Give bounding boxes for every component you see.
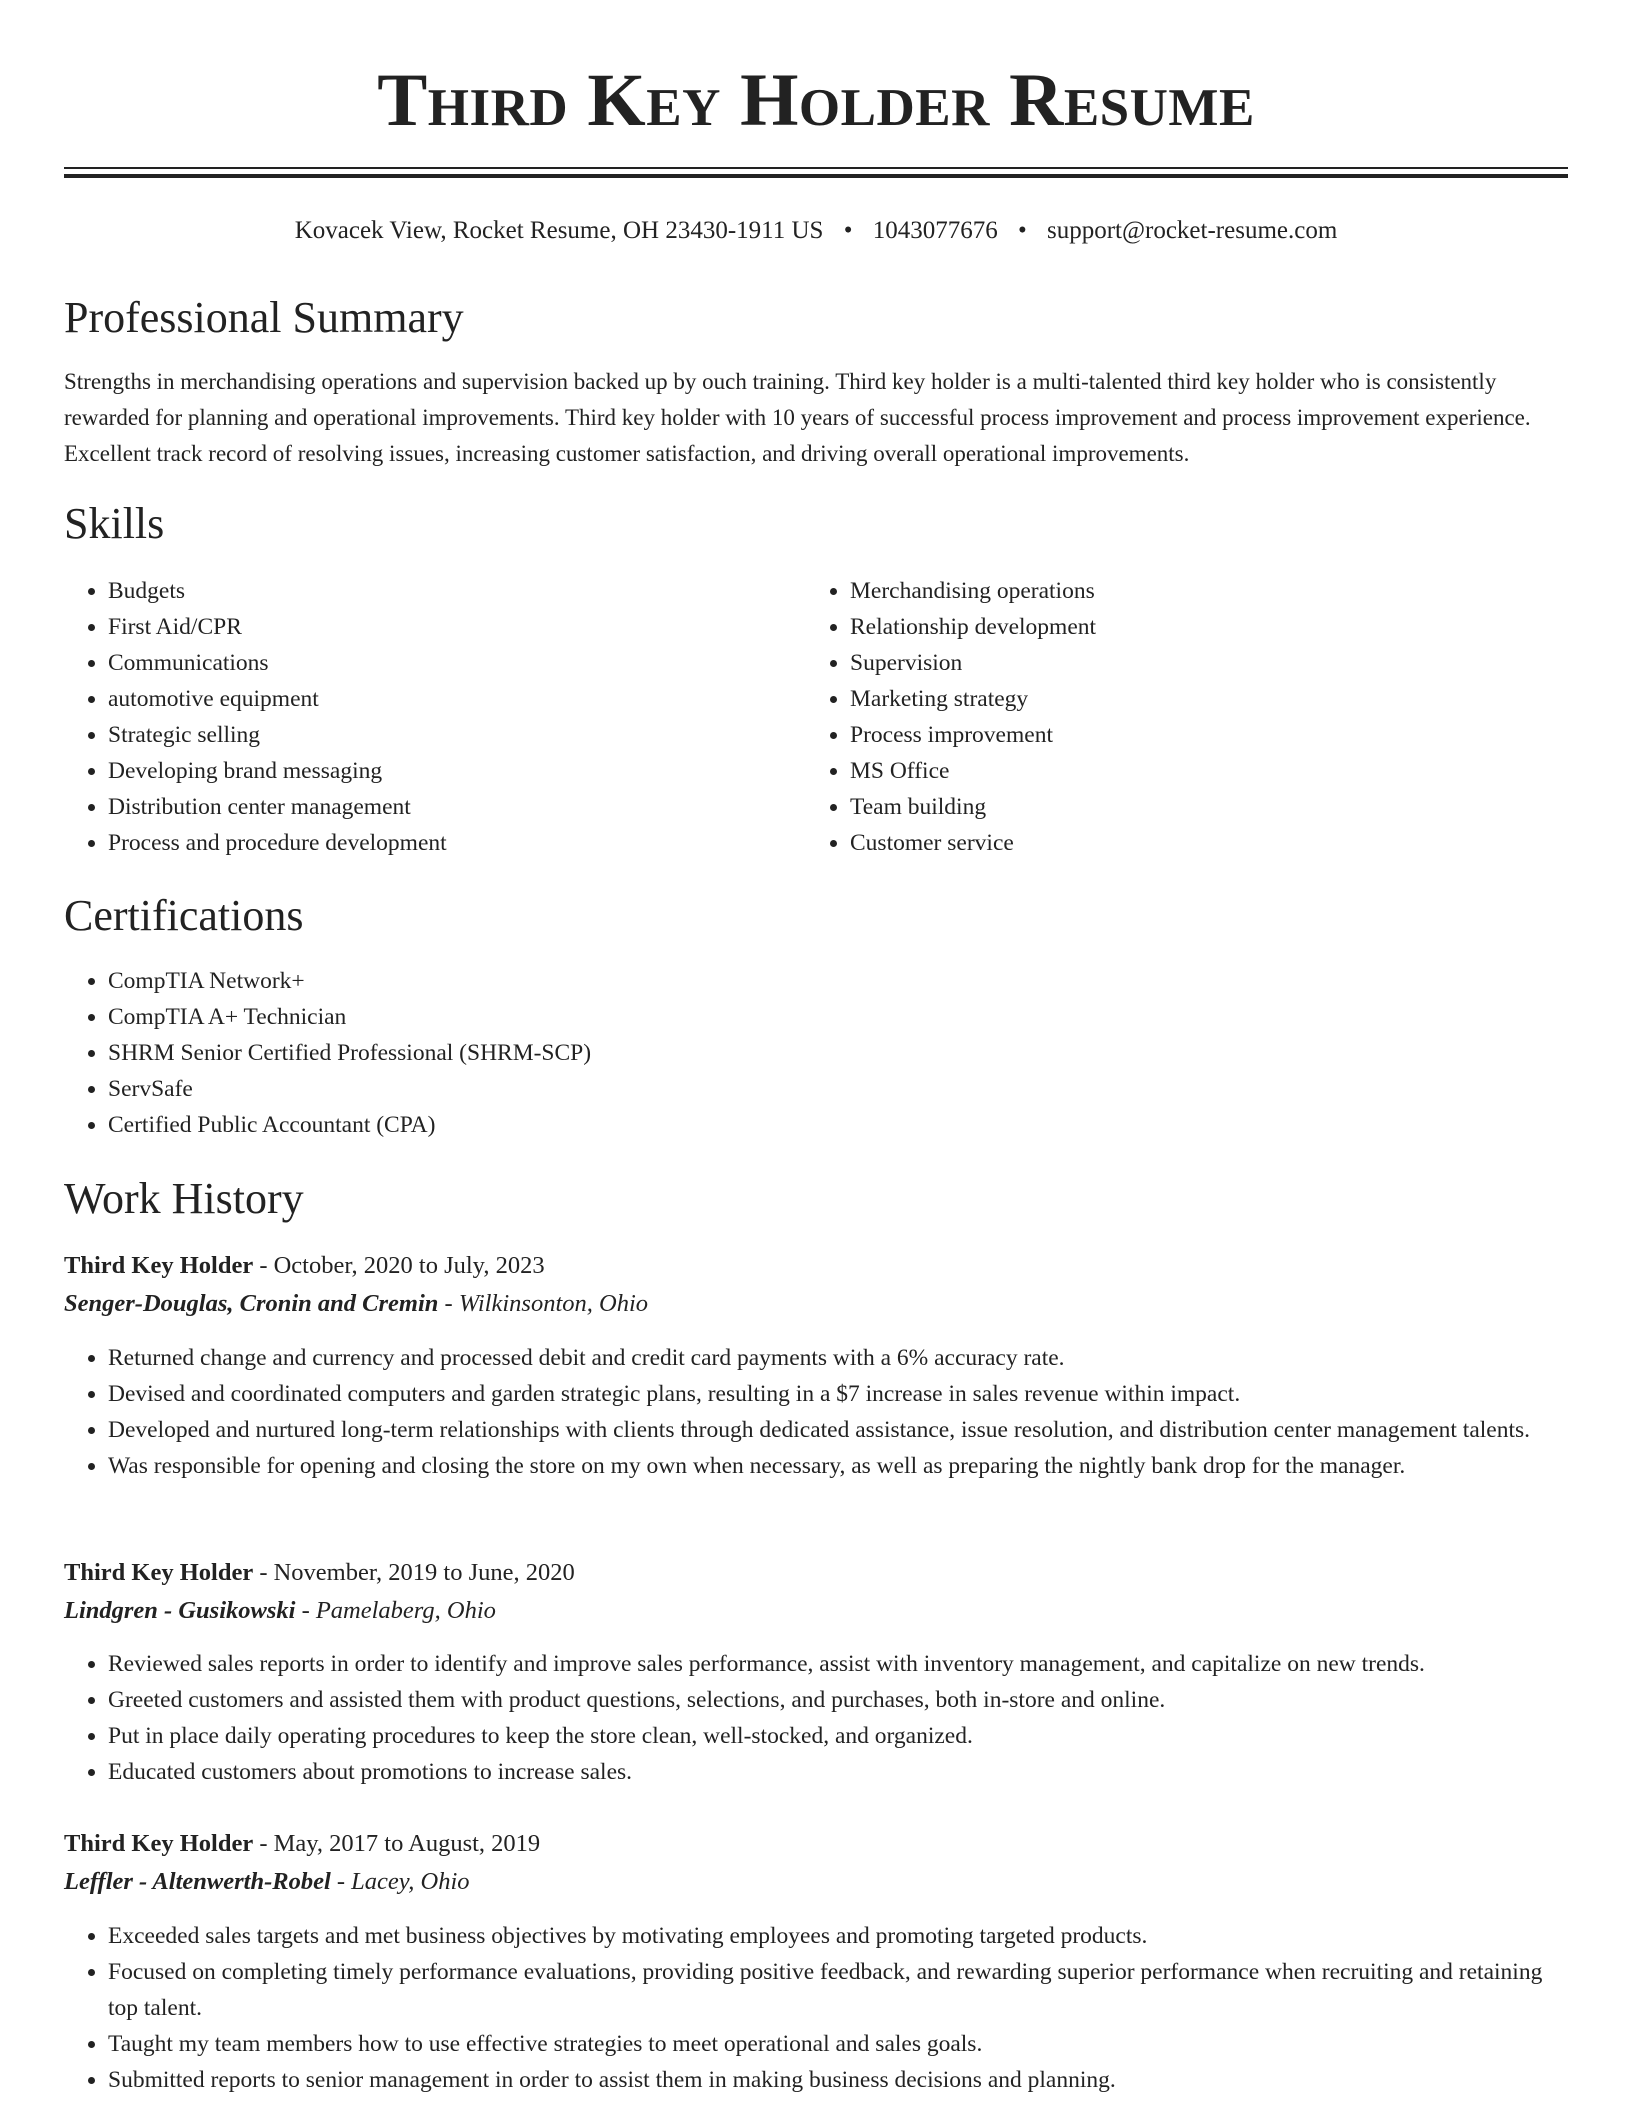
title-divider-thin [64,167,1568,169]
job-bullet: • Focused on completing timely performance evaluations, providing positive feedback, and rewarding superior performance when recruiting and retaining top talent. [108,1954,1568,2026]
job-title-line [64,1555,575,1591]
contact-separator: • [843,217,853,244]
job-company: Senger-Douglas, Cronin and Cremin [64,1290,439,1317]
skill-item: • Process improvement [850,717,1550,753]
job-title: Third Key Holder [64,1252,254,1279]
job-bullet: • Put in place daily operating procedures to keep the store clean, well-stocked, and organized. [108,1718,1568,1754]
job-bullet: • Taught my team members how to use effective strategies to meet operational and sales goals. [108,2026,1568,2062]
certifications-list [64,963,1568,1143]
job-bullet: • Devised and coordinated computers and garden strategic plans, resulting in a $7 increase in sales revenue within impact. [108,1376,1568,1412]
job-location: - Pamelaberg, Ohio [295,1597,496,1624]
skill-item: • Supervision [850,645,1550,681]
job-company: Leffler - Altenwerth-Robel [64,1868,331,1895]
job-bullet: • Educated customers about promotions to increase sales. [108,1754,1568,1790]
skill-item: • Customer service [850,825,1550,861]
skill-item: • Relationship development [850,609,1550,645]
resume-page [64,0,1568,2093]
skill-item: • Developing brand messaging [108,753,808,789]
skills-list-left [64,573,808,861]
job-bullet: • Was responsible for opening and closing the store on my own when necessary, as well as preparing the nightly bank drop for the manager. [108,1448,1568,1484]
contact-email: support@rocket-resume.com [1046,217,1338,244]
job-dates: - November, 2019 to June, 2020 [253,1559,575,1586]
job-bullet: • Developed and nurtured long-term relationships with clients through dedicated assistance, issue resolution, and distribution center management talents. [108,1412,1568,1448]
summary-heading: Professional Summary [64,293,464,342]
job-title-line [64,1248,545,1284]
skill-item: • Strategic selling [108,717,808,753]
job-title-line [64,1826,540,1862]
contact-address: Kovacek View, Rocket Resume, OH 23430-1911 US [294,217,824,244]
skill-item: • Merchandising operations [850,573,1550,609]
job-bullet: • Reviewed sales reports in order to identify and improve sales performance, assist with inventory management, and capitalize on new trends. [108,1646,1568,1682]
job-company-line [64,1593,496,1629]
skill-item: • Budgets [108,573,808,609]
certification-item: • ServSafe [108,1071,1568,1107]
certification-item: • SHRM Senior Certified Professional (SHRM-SCP) [108,1035,1568,1071]
certifications-heading: Certifications [64,891,304,940]
skill-item: • First Aid/CPR [108,609,808,645]
job-title: Third Key Holder [64,1830,254,1857]
job-company-line [64,1864,470,1900]
skills-list-right [806,573,1550,861]
job-company-line [64,1286,648,1322]
skill-item: • MS Office [850,753,1550,789]
job-dates: - May, 2017 to August, 2019 [253,1830,541,1857]
job-title: Third Key Holder [64,1559,254,1586]
job-bullet: • Submitted reports to senior management in order to assist them in making business decisions and planning. [108,2062,1568,2098]
job-bullets [64,1340,1568,1484]
job-dates: - October, 2020 to July, 2023 [253,1252,545,1279]
title-divider-thick [64,174,1568,178]
skill-item: • Marketing strategy [850,681,1550,717]
certification-item: • CompTIA A+ Technician [108,999,1568,1035]
job-location: - Wilkinsonton, Ohio [438,1290,649,1317]
skills-heading: Skills [64,499,165,548]
job-company: Lindgren - Gusikowski [64,1597,296,1624]
job-bullet: • Greeted customers and assisted them with product questions, selections, and purchases, both in-store and online. [108,1682,1568,1718]
work-history-heading: Work History [64,1174,304,1223]
job-bullets [64,1646,1568,1790]
job-bullet: • Returned change and currency and processed debit and credit card payments with a 6% accuracy rate. [108,1340,1568,1376]
skill-item: • automotive equipment [108,681,808,717]
job-bullet: • Exceeded sales targets and met business objectives by motivating employees and promoting targeted products. [108,1918,1568,1954]
certification-item: • CompTIA Network+ [108,963,1568,999]
job-bullets [64,1918,1568,2098]
skill-item: • Process and procedure development [108,825,808,861]
contact-line [64,214,1568,248]
job-location: - Lacey, Ohio [330,1868,470,1895]
summary-text: Strengths in merchandising operations and supervision backed up by ouch training. Third key holder is a multi-talented third key holder who is consistently rewarded for planning and operational improvements. Third key holder with 10 years of successful process improvement and process improvement experience. Excellent track record of resolving issues, increasing customer satisfaction, and driving overall operational improvements. [64,369,1531,466]
skill-item: • Distribution center management [108,789,808,825]
certification-item: • Certified Public Accountant (CPA) [108,1107,1568,1143]
resume-title: Third Key Holder Resume [377,59,1255,142]
skill-item: • Team building [850,789,1550,825]
contact-phone: 1043077676 [872,217,998,244]
skill-item: • Communications [108,645,808,681]
contact-separator: • [1017,217,1027,244]
